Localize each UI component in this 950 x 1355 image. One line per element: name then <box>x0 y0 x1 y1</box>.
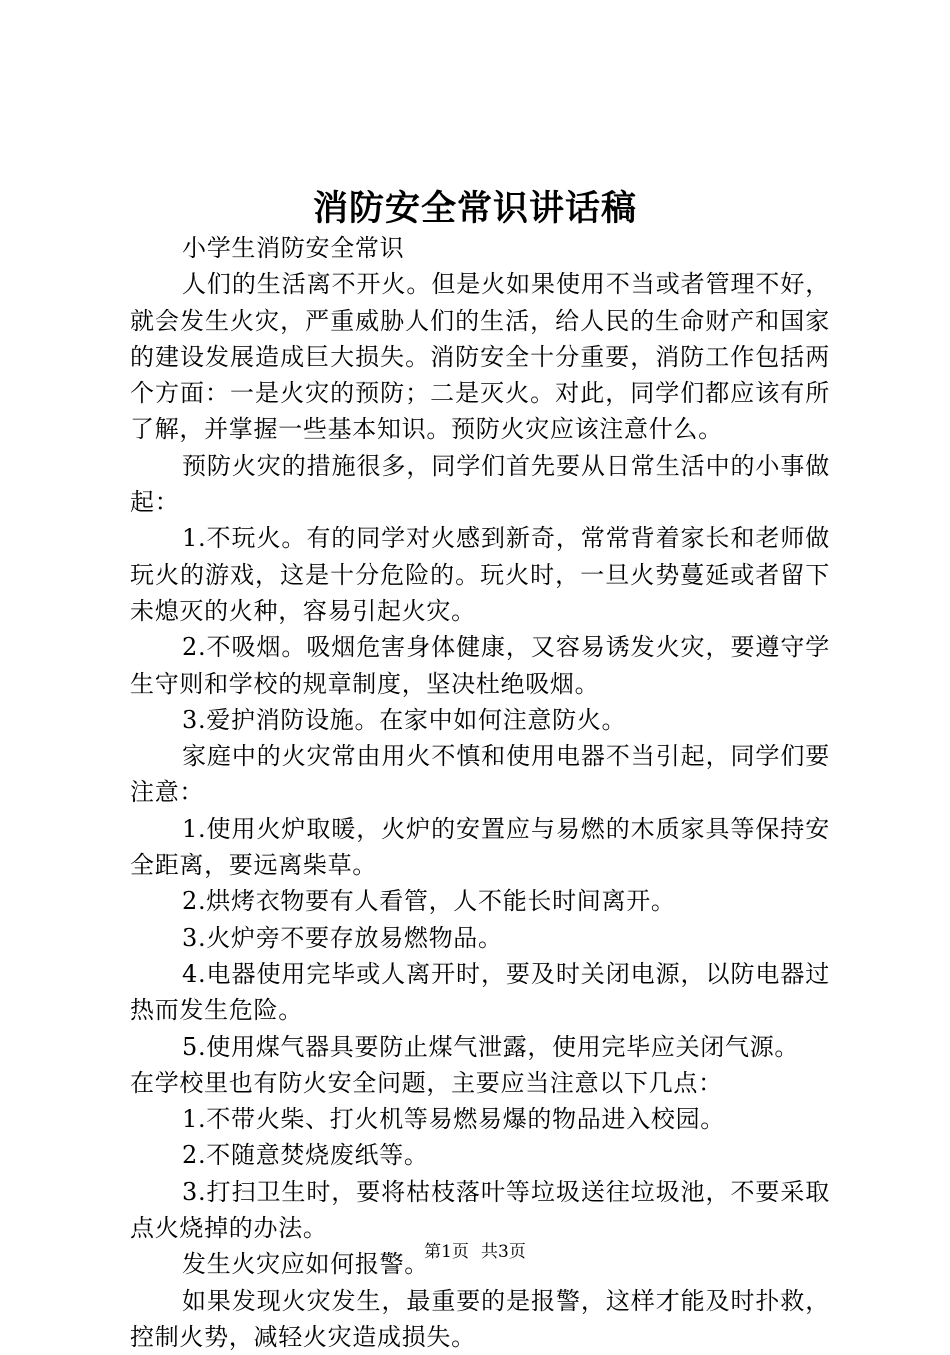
list-item-paragraph: 2.不吸烟。吸烟危害身体健康，又容易诱发火灾，要遵守学生守则和学校的规章制度，坚决杜绝吸烟。 <box>130 633 830 698</box>
list-item-paragraph: 5.使用煤气器具要防止煤气泄露，使用完毕应关闭气源。 <box>182 1032 800 1061</box>
body-paragraph: 如果发现火灾发生，最重要的是报警，这样才能及时扑救，控制火势，减轻火灾造成损失。 <box>130 1286 830 1351</box>
page-number: 第1页 <box>424 1242 469 1262</box>
list-item-paragraph: 3.爱护消防设施。在家中如何注意防火。 <box>182 705 627 734</box>
list-item-paragraph: 1.使用火炉取暖，火炉的安置应与易燃的木质家具等保持安全距离，要远离柴草。 <box>130 814 830 880</box>
body-paragraph: 预防火灾的措施很多，同学们首先要从日常生活中的小事做起： <box>130 451 830 517</box>
list-item-paragraph: 3.火炉旁不要存放易燃物品。 <box>182 923 503 952</box>
list-item-paragraph: 1.不带火柴、打火机等易燃易爆的物品进入校园。 <box>182 1105 725 1134</box>
page-footer <box>0 1240 950 1264</box>
document-title: 消防安全常识讲话稿 <box>312 188 637 229</box>
document-body <box>130 230 830 1355</box>
body-paragraph: 在学校里也有防火安全问题，主要应当注意以下几点： <box>130 1068 723 1097</box>
list-item-paragraph: 1.不玩火。有的同学对火感到新奇，常常背着家长和老师做玩火的游戏，这是十分危险的。玩火时，一旦火势蔓延或者留下未熄灭的火种，容易引起火灾。 <box>130 524 830 625</box>
body-paragraph: 发生火灾应如何报警。 <box>182 1250 429 1279</box>
subtitle-paragraph: 小学生消防安全常识 <box>182 234 405 262</box>
list-item-paragraph: 2.不随意焚烧废纸等。 <box>182 1141 429 1170</box>
list-item-paragraph: 3.打扫卫生时，要将枯枝落叶等垃圾送往垃圾池，不要采取点火烧掉的办法。 <box>130 1177 830 1243</box>
body-paragraph: 人们的生活离不开火。但是火如果使用不当或者管理不好，就会发生火灾，严重威胁人们的生活，给人民的生命财产和国家的建设发展造成巨大损失。消防安全十分重要，消防工作包括两个方面：一是火灾的预防；二是灭火。对此，同学们都应该有所了解，并掌握一些基本知识。预防火灾应该注意什么。 <box>130 270 830 444</box>
body-paragraph: 家庭中的火灾常由用火不慎和使用电器不当引起，同学们要注意： <box>130 742 830 807</box>
list-item-paragraph: 4.电器使用完毕或人离开时，要及时关闭电源，以防电器过热而发生危险。 <box>130 959 830 1025</box>
list-item-paragraph: 2.烘烤衣物要有人看管，人不能长时间离开。 <box>182 887 676 916</box>
page-total: 共3页 <box>481 1242 526 1262</box>
